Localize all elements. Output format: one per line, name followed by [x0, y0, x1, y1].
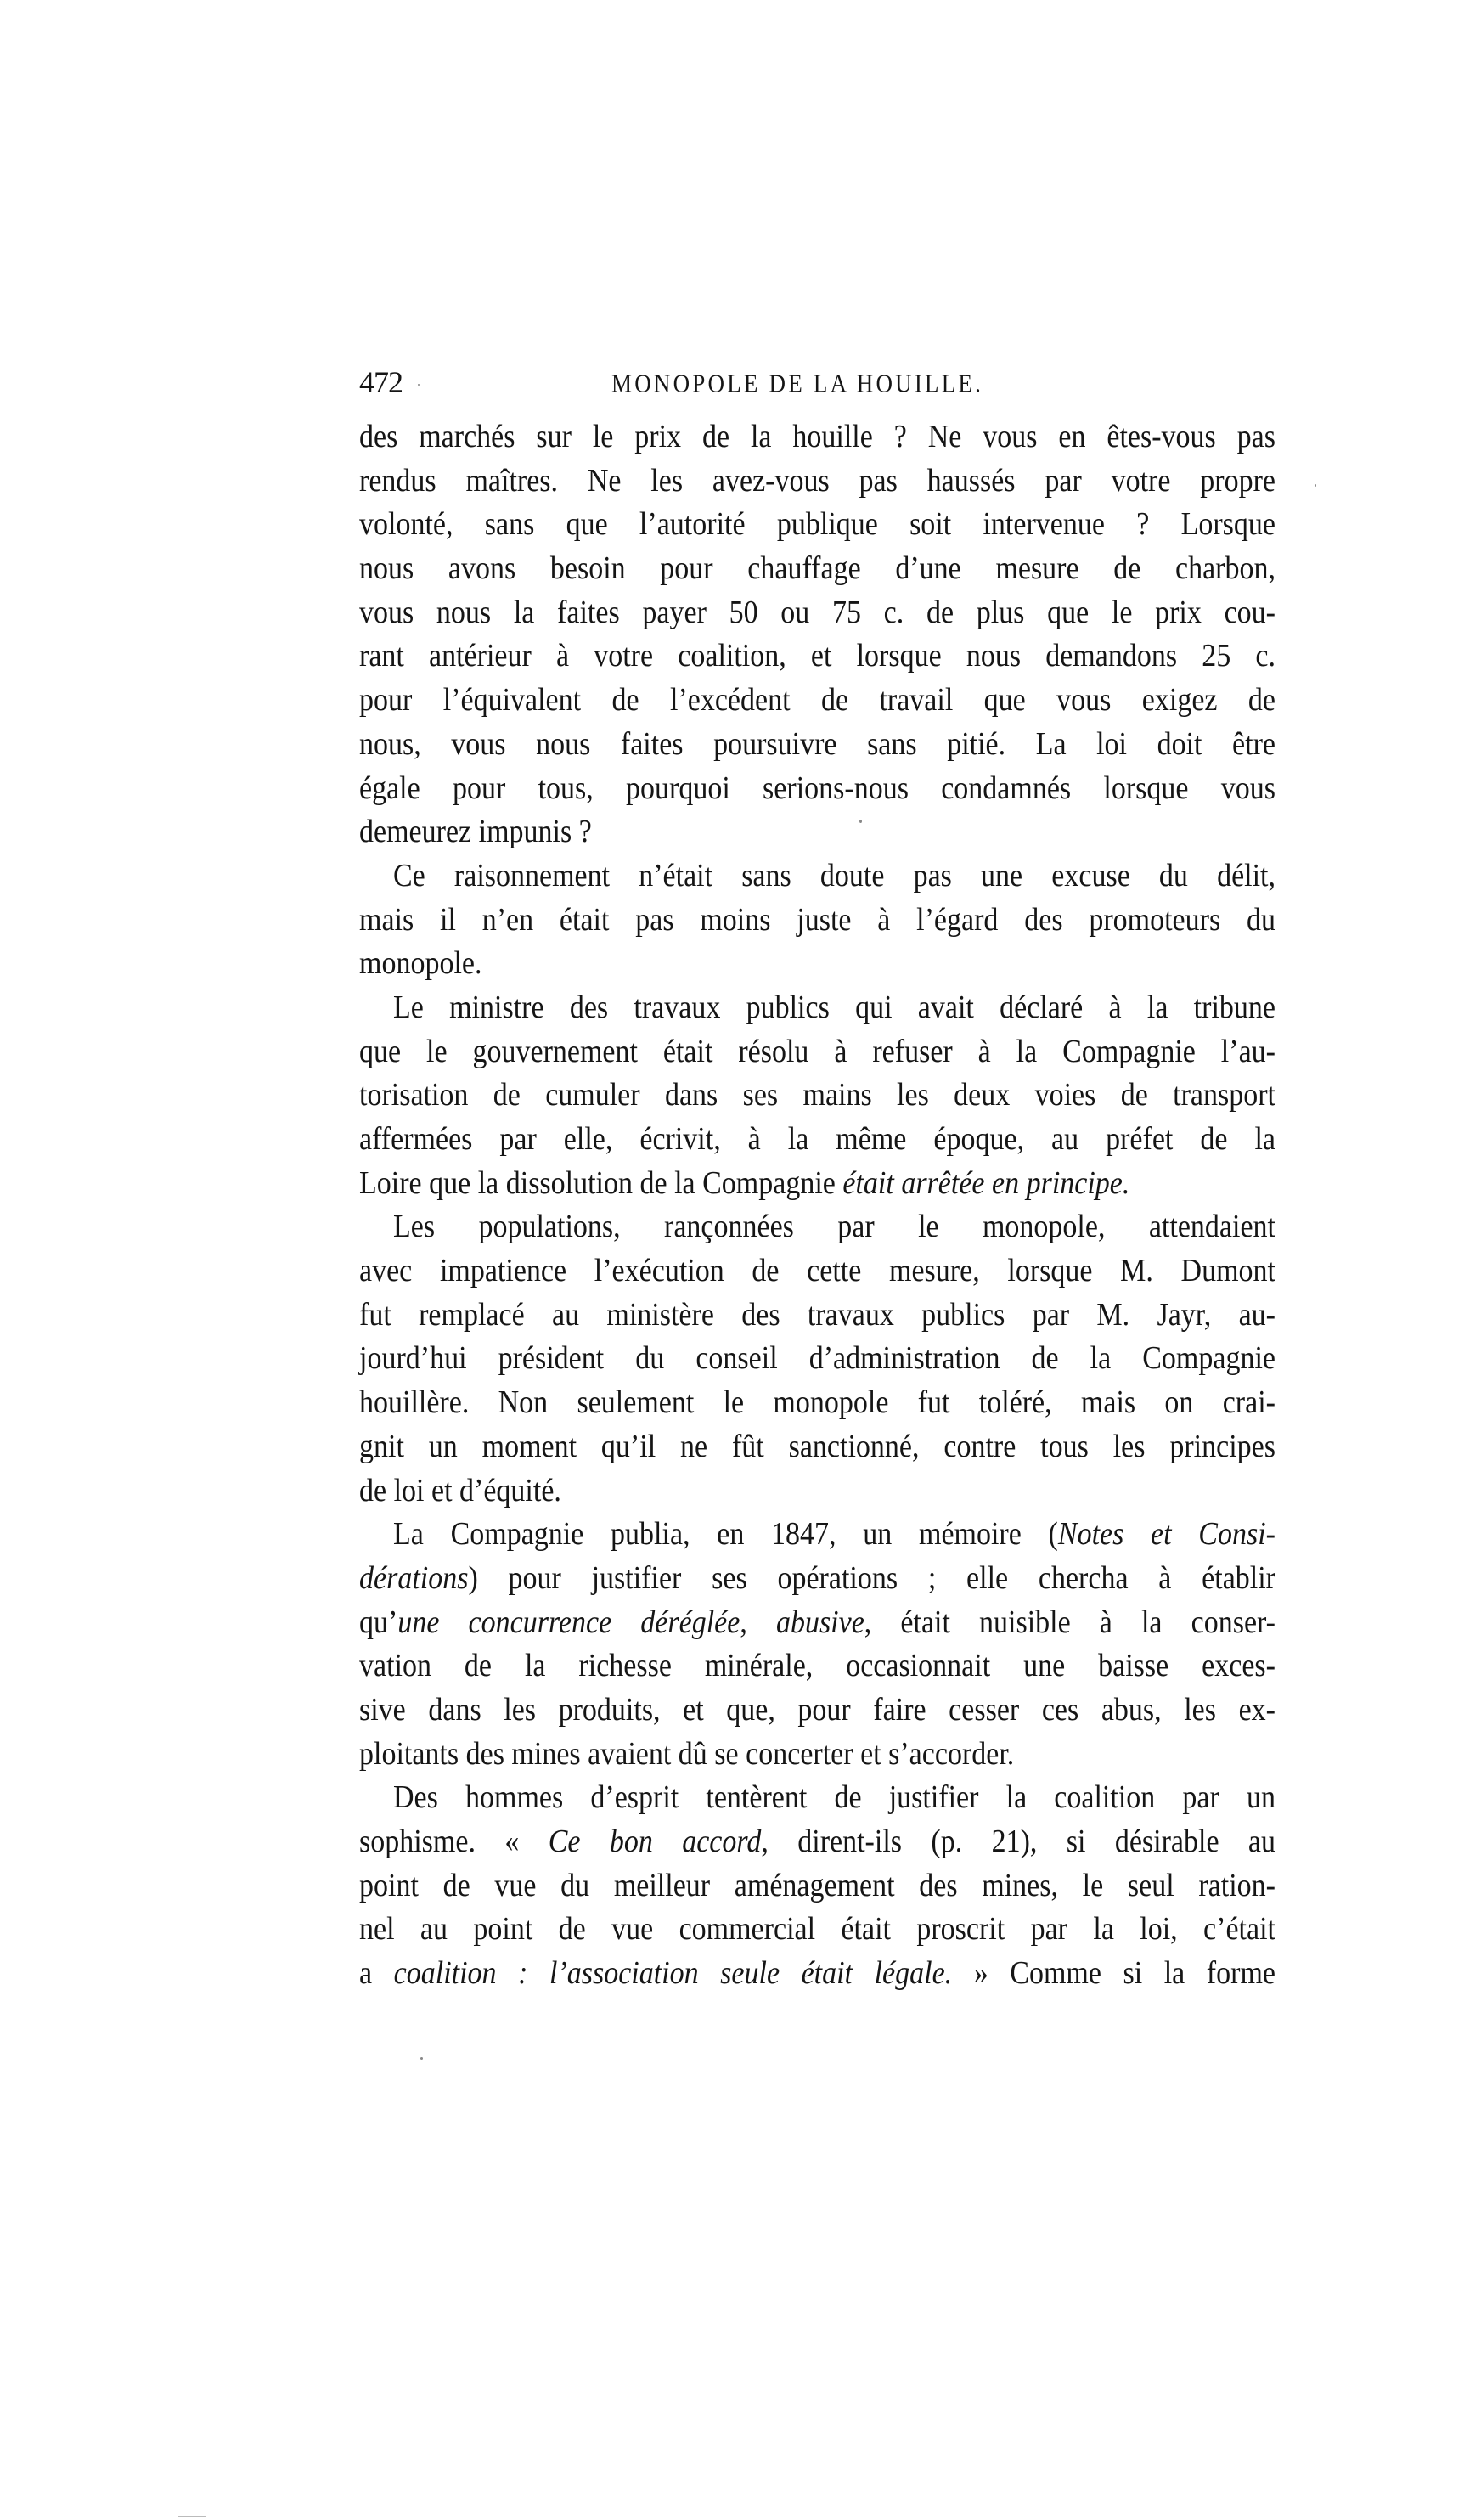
scan-speck: [859, 820, 862, 823]
text-run: nous, vous nous faites poursuivre sans pitié. La loi doit être: [359, 726, 1275, 762]
text-line: [359, 1378, 1275, 1428]
text-run: des marchés sur le prix de la houille ? Ne vous en êtes-vous pas: [359, 419, 1275, 455]
text-run: vation de la richesse minérale, occasionnait une baisse exces-: [359, 1648, 1275, 1684]
text-line: [359, 500, 1275, 550]
text-line: [359, 1334, 1275, 1384]
text-run: » Comme si la forme: [952, 1955, 1275, 1992]
text-run: que le gouvernement était résolu à refuser à la Compagnie l’au-: [359, 1034, 1275, 1069]
text-run: nel au point de vue commercial était proscrit par la loi, c’était: [359, 1912, 1275, 1948]
italic-run: coalition : l’association seule était légale.: [393, 1955, 953, 1992]
text-line: [359, 1159, 1275, 1209]
scan-speck: [1315, 484, 1316, 487]
text-run: vous nous la faites payer 50 ou 75 c. de plus que le prix cou-: [359, 595, 1275, 630]
text-run: de loi et d’équité.: [359, 1473, 561, 1508]
text-line: [359, 1642, 1275, 1691]
text-run: qu’: [359, 1604, 398, 1640]
scan-speck: [178, 2516, 206, 2517]
text-line: [359, 852, 1275, 901]
text-line: [359, 632, 1275, 681]
text-run: rant antérieur à votre coalition, et lorsque nous demandons 25 c.: [359, 639, 1275, 674]
text-run: sive dans les produits, et que, pour faire cesser ces abus, les ex-: [359, 1692, 1275, 1728]
text-run: houillère. Non seulement le monopole fut toléré, mais on crai-: [359, 1384, 1275, 1421]
text-run: avec impatience l’exécution de cette mesure, lorsque M. Dumont: [359, 1253, 1275, 1289]
text-line: [359, 676, 1275, 725]
paragraph: [359, 986, 1275, 1205]
text-line: [359, 764, 1275, 813]
italic-run: était arrêtée en principe.: [842, 1165, 1130, 1201]
text-run: mais il n’en était pas moins juste à l’égard des promoteurs du: [359, 902, 1275, 938]
text-line: [359, 589, 1275, 638]
text-run: ) pour justifier ses opérations ; elle chercha à établir: [468, 1560, 1275, 1597]
text-run: ,: [740, 1604, 776, 1640]
text-run: volonté, sans que l’autorité publique soit intervenue ? Lorsque: [359, 507, 1275, 543]
text-run: Des hommes d’esprit tentèrent de justifier la coalition par un: [393, 1780, 1275, 1816]
text-line: [359, 808, 1275, 857]
text-run: Ce raisonnement n’était sans doute pas une excuse du délit,: [393, 858, 1275, 894]
text-line: [359, 1949, 1275, 1999]
text-line: [359, 1905, 1275, 1954]
text-line: [359, 457, 1275, 506]
paragraph: [359, 1513, 1275, 1776]
text-run: , était nuisible à la conser-: [864, 1604, 1276, 1640]
text-run: égale pour tous, pourquoi serions-nous condamnés lorsque vous: [359, 770, 1275, 806]
text-run: , dirent-ils (p. 21), si désirable au: [761, 1824, 1275, 1860]
text-line: [359, 984, 1275, 1033]
text-line: [359, 1818, 1275, 1867]
text-run: jourd’hui président du conseil d’administration de la Compagnie: [359, 1341, 1275, 1377]
text-run: fut remplacé au ministère des travaux publics par M. Jayr, au-: [359, 1297, 1275, 1333]
italic-run: Ce bon accord: [548, 1824, 762, 1860]
text-line: [359, 720, 1275, 770]
text-run: La Compagnie publia, en 1847, un mémoire (: [393, 1516, 1058, 1553]
scan-speck: [418, 384, 420, 386]
italic-run: Notes et Consi-: [1057, 1516, 1275, 1553]
text-run: monopole.: [359, 945, 482, 982]
text-line: [359, 1423, 1275, 1472]
text-run: Les populations, rançonnées par le monopole, attendaient: [393, 1209, 1275, 1245]
text-run: Loire que la dissolution de la Compagnie: [359, 1165, 843, 1201]
text-run: demeurez impunis ?: [359, 814, 592, 850]
text-line: [359, 1773, 1275, 1823]
text-run: rendus maîtres. Ne les avez-vous pas haussés par votre propre: [359, 463, 1275, 499]
text-line: [359, 544, 1275, 594]
scan-speck: [420, 2057, 423, 2060]
text-line: [359, 1686, 1275, 1735]
paragraph: [359, 1776, 1275, 1995]
text-line: [359, 1730, 1275, 1779]
text-run: torisation de cumuler dans ses mains les deux voies de transport: [359, 1078, 1275, 1113]
text-line: [359, 1115, 1275, 1164]
text-run: ploitants des mines avaient dû se concerter et s’accorder.: [359, 1736, 1015, 1772]
text-run: sophisme. «: [359, 1824, 549, 1860]
text-run: point de vue du meilleur aménagement des mines, le seul ration-: [359, 1868, 1275, 1903]
text-line: [359, 1554, 1275, 1604]
text-line: [359, 895, 1275, 944]
italic-run: abusive: [775, 1604, 864, 1640]
text-line: [359, 1466, 1275, 1515]
paragraph: [359, 1205, 1275, 1513]
paragraph: [359, 854, 1275, 986]
text-run: pour l’équivalent de l’excédent de travail que vous exigez de: [359, 682, 1275, 719]
text-run: nous avons besoin pour chauffage d’une mesure de charbon,: [359, 550, 1275, 587]
text-run: Le ministre des travaux publics qui avait déclaré à la tribune: [393, 989, 1275, 1026]
text-line: [359, 1028, 1275, 1077]
text-run: gnit un moment qu’il ne fût sanctionné, contre tous les principes: [359, 1429, 1275, 1464]
text-line: [359, 1510, 1275, 1559]
text-run: affermées par elle, écrivit, à la même époque, au préfet de la: [359, 1121, 1275, 1158]
italic-run: une concurrence déréglée: [397, 1604, 740, 1640]
text-line: [359, 939, 1275, 989]
running-head: [359, 365, 1275, 399]
text-line: [359, 1598, 1275, 1647]
text-line: [359, 413, 1275, 462]
text-line: [359, 1862, 1275, 1911]
page-number: 472: [359, 365, 403, 399]
italic-run: dérations: [359, 1560, 469, 1597]
running-title: MONOPOLE DE LA HOUILLE.: [611, 368, 984, 398]
text-line: [359, 1071, 1275, 1120]
body-text: [359, 415, 1275, 1996]
paragraph: [359, 415, 1275, 854]
text-line: [359, 1291, 1275, 1340]
text-line: [359, 1247, 1275, 1296]
text-line: [359, 1203, 1275, 1252]
text-run: a: [359, 1955, 394, 1992]
